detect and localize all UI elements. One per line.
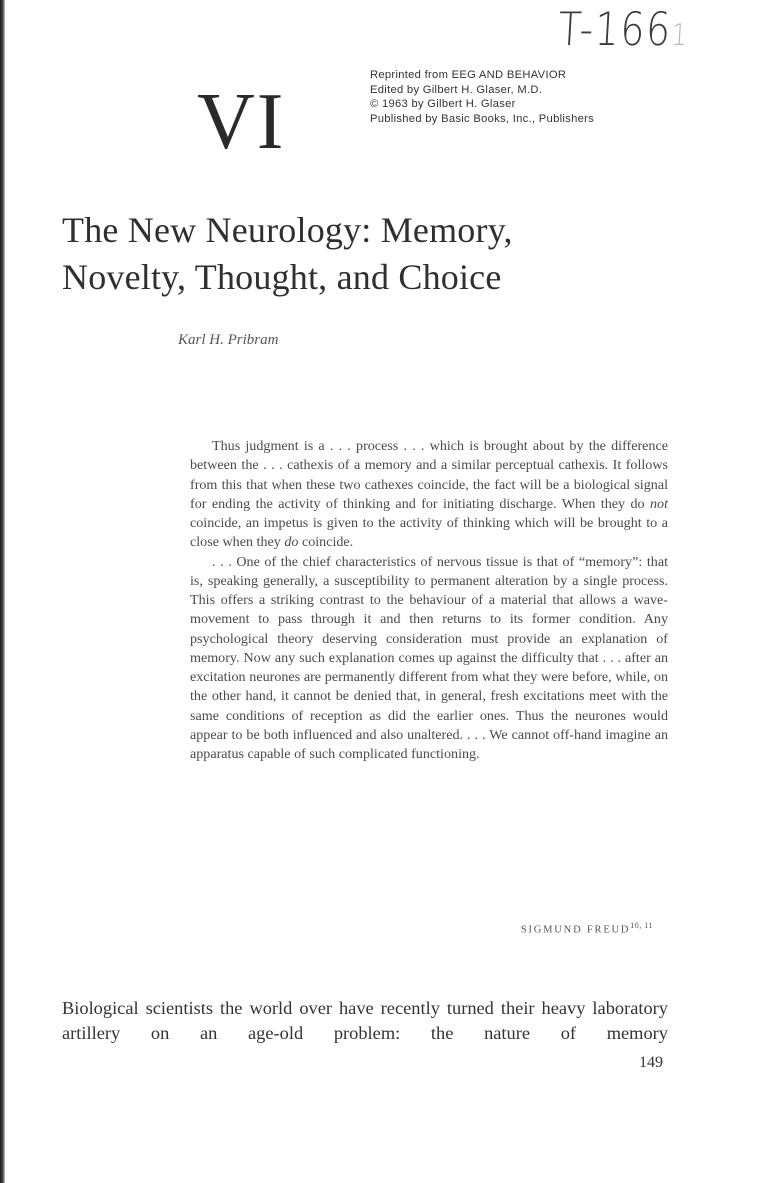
scan-page-edge [0,0,5,1183]
title-line: The New Neurology: Memory, [62,210,513,250]
page-number: 149 [639,1054,663,1071]
attribution-name: SIGMUND FREUD [520,924,631,936]
epigraph-emphasis: do [284,534,299,551]
body-paragraph: Biological scientists the world over have recently turned their heavy laboratory artillery on an age-old problem: the nature of memory [62,998,668,1043]
reprint-info [370,68,594,126]
reprint-line: Reprinted from EEG AND BEHAVIOR [370,69,567,81]
reprint-line: © 1963 by Gilbert H. Glaser [370,98,516,111]
epigraph-text: Thus judgment is a . . . process . . . which is brought about by the difference between the . . . cathexis of a memory and a similar perceptual cathexis. It follows from this that when these two cathexes coincide, the fact will be a biological signal for ending the activity of thinking and for initiating discharge. When they do [190,438,668,512]
epigraph [190,437,668,764]
epigraph-text: coincide, an impetus is given to the activity of thinking which will be brought to a close when they [190,515,668,551]
handwritten-note-faint: 1 [670,18,690,53]
reprint-line: Edited by Gilbert H. Glaser, M.D. [370,83,543,96]
epigraph-paragraph: . . . One of the chief characteristics of nervous tissue is that of “memory”: that is, speaking generally, a susceptibility to permanent alteration by a single process. This offers a striking contrast to the behaviour of a material that allows a wave-movement to pass through it and then returns to its former condition. Any psychological theory deserving consideration must provide an explanation of memory. Now any such explanation comes up against the difficulty that . . . after an excitation neurones are permanently different from what they were before, while, on the other hand, it cannot be denied that, in general, fresh excitations meet with the same conditions of reception as did the earlier ones. Thus the neurones would appear to be both influenced and also unaltered. . . . We cannot off-hand imagine an apparatus capable of such complicated functioning. [190,553,668,762]
title-line: Novelty, Thought, and Choice [62,257,502,297]
reprint-line: Published by Basic Books, Inc., Publishers [370,112,595,125]
epigraph-emphasis: not [649,495,668,512]
chapter-title [62,207,513,301]
author-name: Karl H. Pribram [178,332,279,348]
epigraph-text: coincide. [298,534,354,551]
handwritten-note-main: T-166 [556,2,674,56]
handwritten-catalog-note [557,2,691,56]
attribution-reference: 10, 11 [630,921,653,930]
epigraph-paragraph [190,437,668,553]
epigraph-attribution [521,921,653,936]
chapter-number: VI [197,78,286,166]
